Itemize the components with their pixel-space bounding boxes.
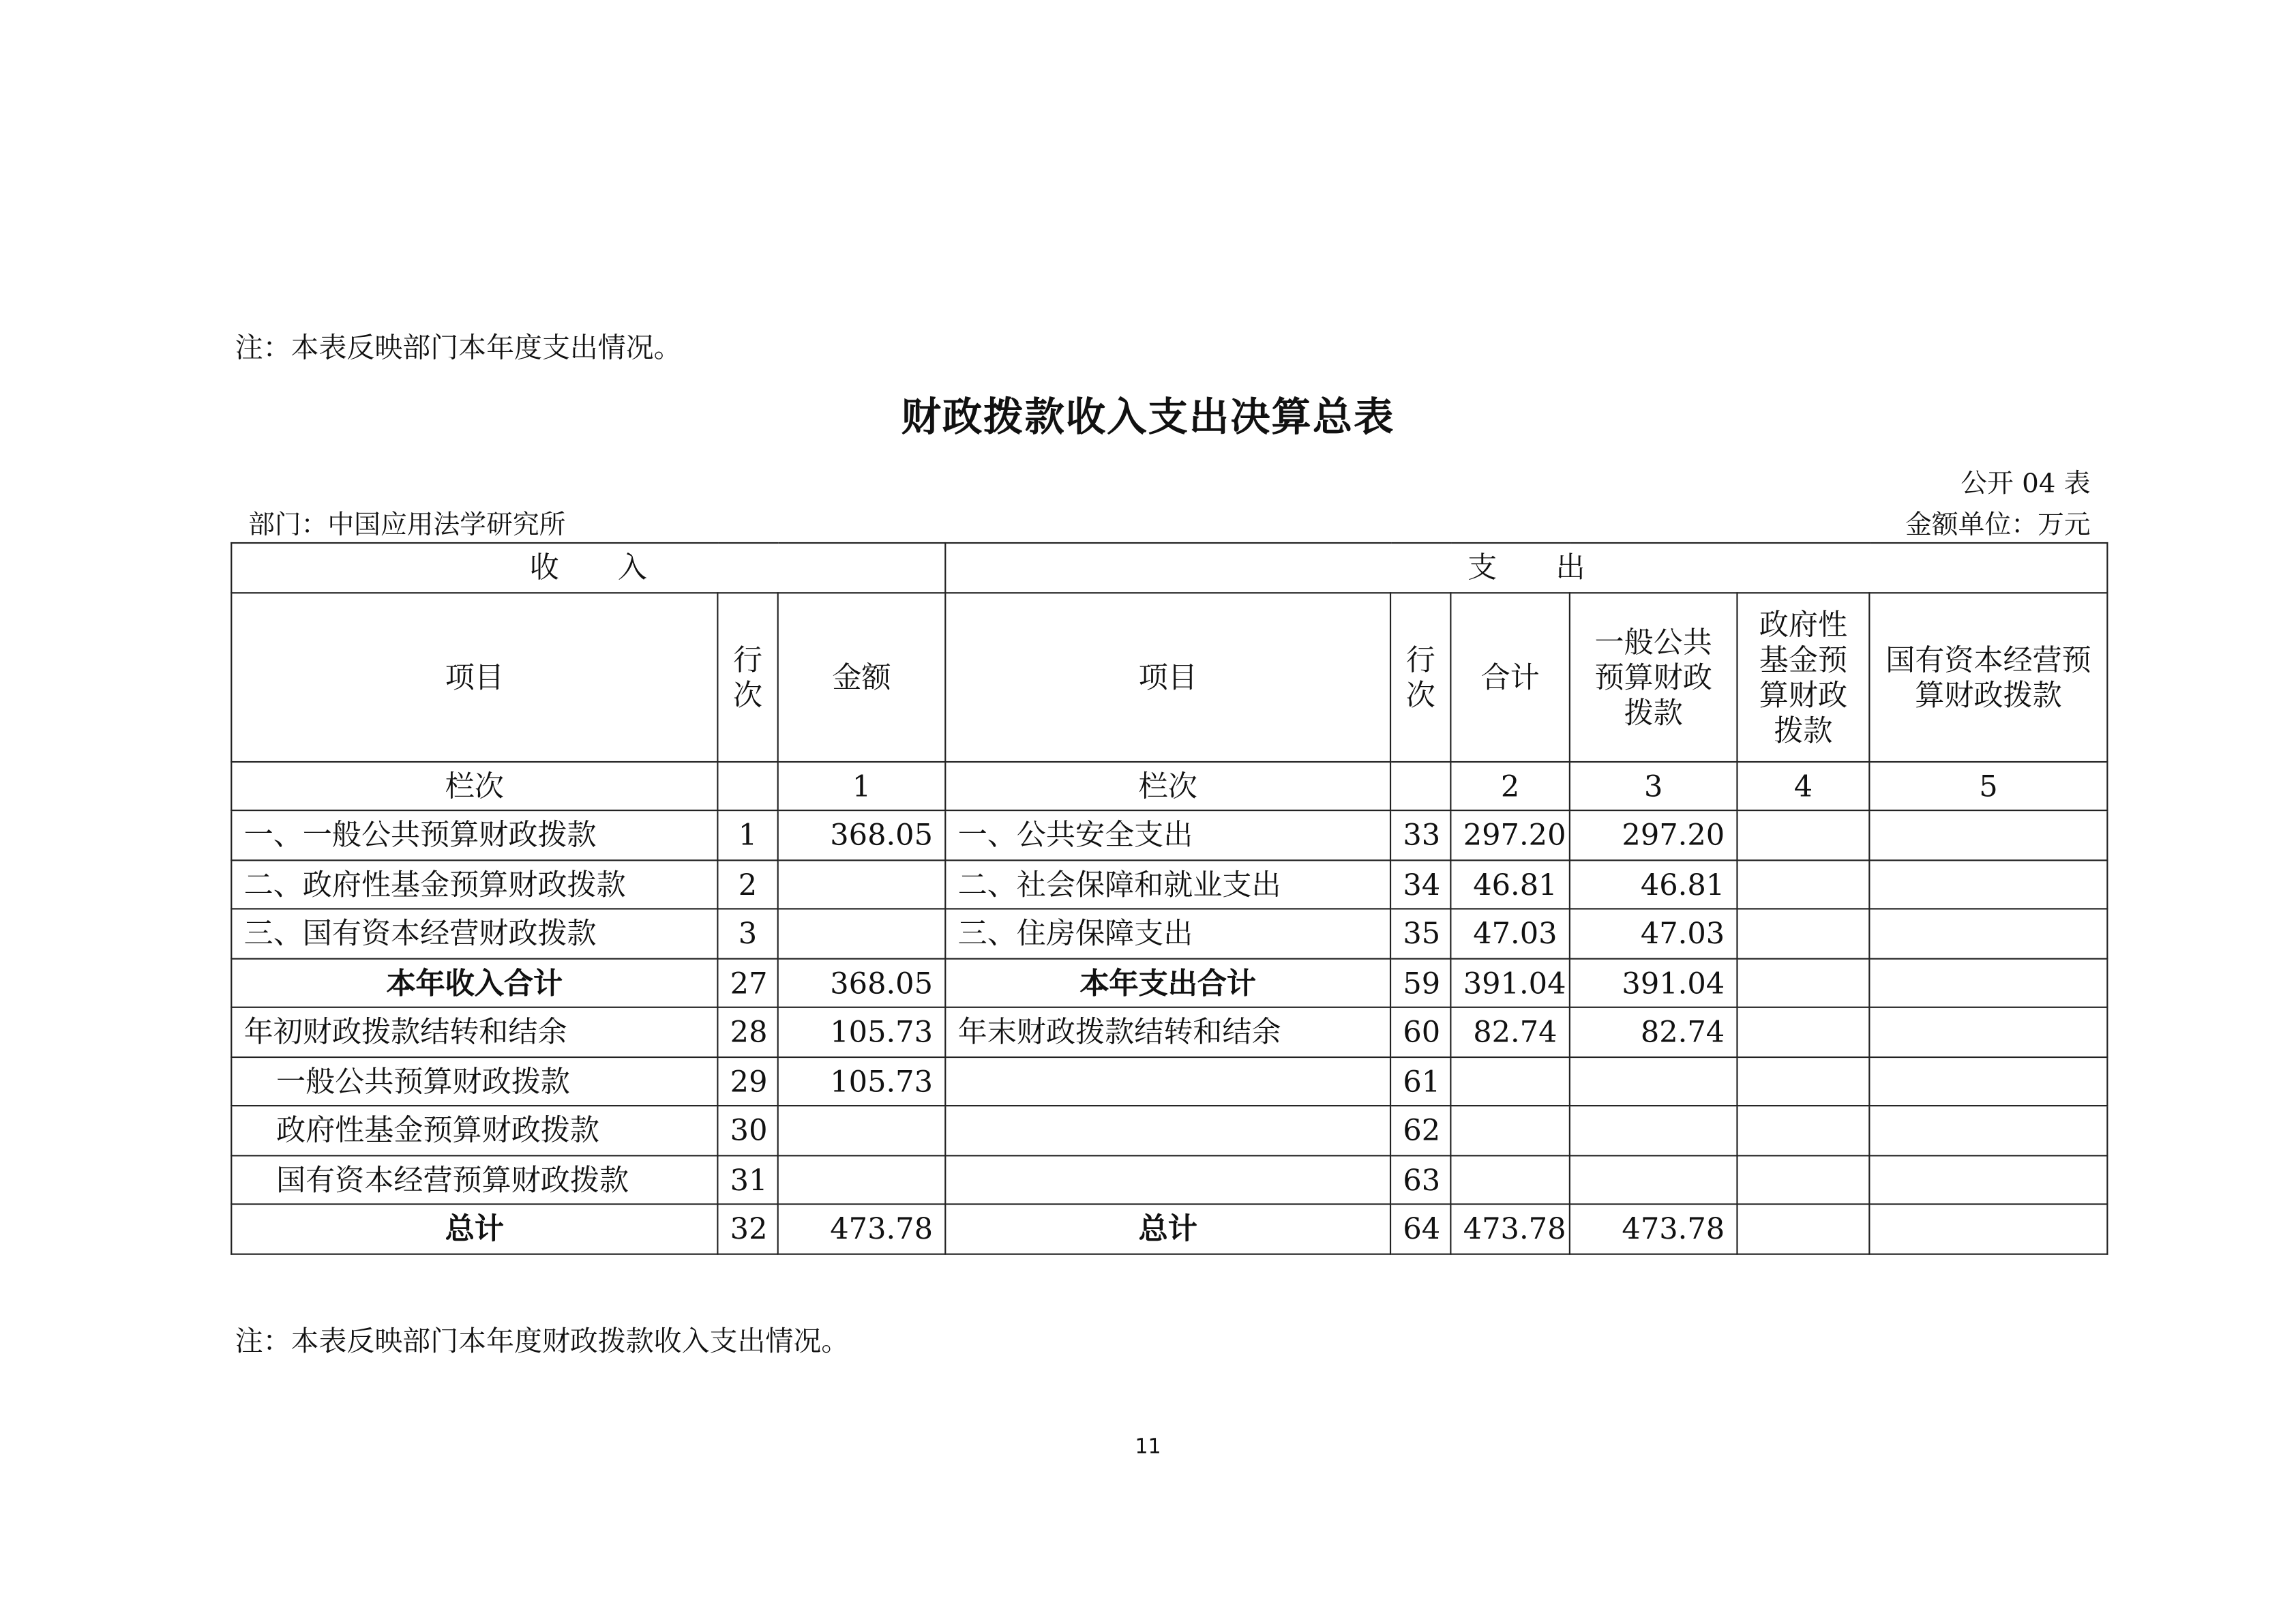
expense-item-cell: 二、社会保障和就业支出 — [945, 859, 1390, 909]
expense-total-cell: 46.81 — [1450, 859, 1569, 909]
general-budget-cell: 47.03 — [1570, 909, 1738, 958]
income-row-cell: 3 — [717, 909, 777, 958]
index-expense-row — [1390, 761, 1450, 810]
expense-row-cell: 61 — [1390, 1057, 1450, 1106]
table-row — [231, 1057, 2107, 1106]
expense-total-cell: 391.04 — [1450, 958, 1569, 1007]
income-item-cell: 总计 — [231, 1204, 717, 1253]
expense-item-cell: 三、住房保障支出 — [945, 909, 1390, 958]
expense-item-cell — [945, 1155, 1390, 1204]
table-row — [231, 1155, 2107, 1204]
page-number: 11 — [1135, 1435, 1161, 1460]
col-general-budget: 一般公共预算财政拨款 — [1570, 592, 1738, 761]
bottom-note: 注：本表反映部门本年度财政拨款收入支出情况。 — [235, 1325, 850, 1358]
table-body — [231, 543, 2107, 1254]
unit-label: 金额单位：万元 — [1905, 510, 2091, 541]
top-note: 注：本表反映部门本年度支出情况。 — [235, 331, 682, 365]
expense-total-cell — [1450, 1155, 1569, 1204]
income-row-cell: 27 — [717, 958, 777, 1007]
col-income-amount: 金额 — [778, 592, 946, 761]
index-4: 4 — [1737, 761, 1869, 810]
expense-row-cell: 34 — [1390, 859, 1450, 909]
income-amount-cell: 473.78 — [778, 1204, 946, 1253]
page-title: 财政拨款收入支出决算总表 — [901, 395, 1395, 441]
income-row-cell: 31 — [717, 1155, 777, 1204]
table-row — [231, 1106, 2107, 1155]
general-budget-cell — [1570, 1155, 1738, 1204]
table-row — [231, 1204, 2107, 1253]
income-amount-cell — [778, 1155, 946, 1204]
section-header-row — [231, 543, 2107, 592]
income-row-cell: 1 — [717, 810, 777, 859]
fund-budget-cell — [1737, 1007, 1869, 1057]
income-row-cell: 28 — [717, 1007, 777, 1057]
income-item-cell: 一、一般公共预算财政拨款 — [231, 810, 717, 859]
index-income-row — [717, 761, 777, 810]
budget-table — [230, 542, 2108, 1254]
table-row — [231, 958, 2107, 1007]
income-amount-cell — [778, 859, 946, 909]
expense-item-cell — [945, 1057, 1390, 1106]
expense-row-cell: 33 — [1390, 810, 1450, 859]
expense-row-cell: 62 — [1390, 1106, 1450, 1155]
expense-total-cell: 47.03 — [1450, 909, 1569, 958]
expense-row-cell: 59 — [1390, 958, 1450, 1007]
expense-total-cell: 473.78 — [1450, 1204, 1569, 1253]
fund-budget-cell — [1737, 1106, 1869, 1155]
income-item-cell: 一般公共预算财政拨款 — [231, 1057, 717, 1106]
table-row — [231, 1007, 2107, 1057]
index-income-label: 栏次 — [231, 761, 717, 810]
expense-item-cell: 一、公共安全支出 — [945, 810, 1390, 859]
expense-total-cell: 297.20 — [1450, 810, 1569, 859]
state-capital-cell — [1869, 810, 2107, 859]
income-amount-cell — [778, 1106, 946, 1155]
expense-item-cell: 本年支出合计 — [945, 958, 1390, 1007]
general-budget-cell: 391.04 — [1570, 958, 1738, 1007]
fund-budget-cell — [1737, 1155, 1869, 1204]
index-2: 2 — [1450, 761, 1569, 810]
income-amount-cell: 105.73 — [778, 1057, 946, 1106]
expense-row-cell: 64 — [1390, 1204, 1450, 1253]
income-section-header: 收 入 — [231, 543, 945, 592]
income-row-cell: 2 — [717, 859, 777, 909]
column-header-row — [231, 592, 2107, 761]
state-capital-cell — [1869, 958, 2107, 1007]
table-row — [231, 810, 2107, 859]
fund-budget-cell — [1737, 1204, 1869, 1253]
general-budget-cell: 297.20 — [1570, 810, 1738, 859]
fund-budget-cell — [1737, 909, 1869, 958]
col-fund-budget: 政府性基金预算财政拨款 — [1737, 592, 1869, 761]
income-amount-cell: 368.05 — [778, 958, 946, 1007]
general-budget-cell — [1570, 1106, 1738, 1155]
state-capital-cell — [1869, 1155, 2107, 1204]
col-expense-total: 合计 — [1450, 592, 1569, 761]
index-3: 3 — [1570, 761, 1738, 810]
expense-section-header: 支 出 — [945, 543, 2107, 592]
index-5: 5 — [1869, 761, 2107, 810]
income-item-cell: 三、国有资本经营财政拨款 — [231, 909, 717, 958]
expense-total-cell: 82.74 — [1450, 1007, 1569, 1057]
income-item-cell: 政府性基金预算财政拨款 — [231, 1106, 717, 1155]
expense-row-cell: 63 — [1390, 1155, 1450, 1204]
index-expense-label: 栏次 — [945, 761, 1390, 810]
col-income-item: 项目 — [231, 592, 717, 761]
department-label: 部门：中国应用法学研究所 — [248, 510, 566, 541]
income-row-cell: 29 — [717, 1057, 777, 1106]
expense-total-cell — [1450, 1057, 1569, 1106]
table-row — [231, 859, 2107, 909]
income-item-cell: 国有资本经营预算财政拨款 — [231, 1155, 717, 1204]
fund-budget-cell — [1737, 958, 1869, 1007]
fund-budget-cell — [1737, 1057, 1869, 1106]
col-expense-item: 项目 — [945, 592, 1390, 761]
state-capital-cell — [1869, 1007, 2107, 1057]
col-income-row: 行次 — [717, 592, 777, 761]
form-code: 公开 04 表 — [1960, 469, 2091, 500]
general-budget-cell: 473.78 — [1570, 1204, 1738, 1253]
general-budget-cell: 82.74 — [1570, 1007, 1738, 1057]
col-state-capital-budget: 国有资本经营预算财政拨款 — [1869, 592, 2107, 761]
state-capital-cell — [1869, 1204, 2107, 1253]
income-amount-cell — [778, 909, 946, 958]
expense-total-cell — [1450, 1106, 1569, 1155]
income-amount-cell: 368.05 — [778, 810, 946, 859]
column-index-row — [231, 761, 2107, 810]
general-budget-cell — [1570, 1057, 1738, 1106]
expense-row-cell: 35 — [1390, 909, 1450, 958]
state-capital-cell — [1869, 1057, 2107, 1106]
income-row-cell: 30 — [717, 1106, 777, 1155]
expense-item-cell: 年末财政拨款结转和结余 — [945, 1007, 1390, 1057]
state-capital-cell — [1869, 909, 2107, 958]
income-row-cell: 32 — [717, 1204, 777, 1253]
fund-budget-cell — [1737, 810, 1869, 859]
table-row — [231, 909, 2107, 958]
col-expense-row: 行次 — [1390, 592, 1450, 761]
income-item-cell: 本年收入合计 — [231, 958, 717, 1007]
expense-item-cell: 总计 — [945, 1204, 1390, 1253]
income-amount-cell: 105.73 — [778, 1007, 946, 1057]
income-item-cell: 年初财政拨款结转和结余 — [231, 1007, 717, 1057]
expense-item-cell — [945, 1106, 1390, 1155]
expense-row-cell: 60 — [1390, 1007, 1450, 1057]
index-1: 1 — [778, 761, 946, 810]
income-item-cell: 二、政府性基金预算财政拨款 — [231, 859, 717, 909]
general-budget-cell: 46.81 — [1570, 859, 1738, 909]
fund-budget-cell — [1737, 859, 1869, 909]
state-capital-cell — [1869, 859, 2107, 909]
state-capital-cell — [1869, 1106, 2107, 1155]
